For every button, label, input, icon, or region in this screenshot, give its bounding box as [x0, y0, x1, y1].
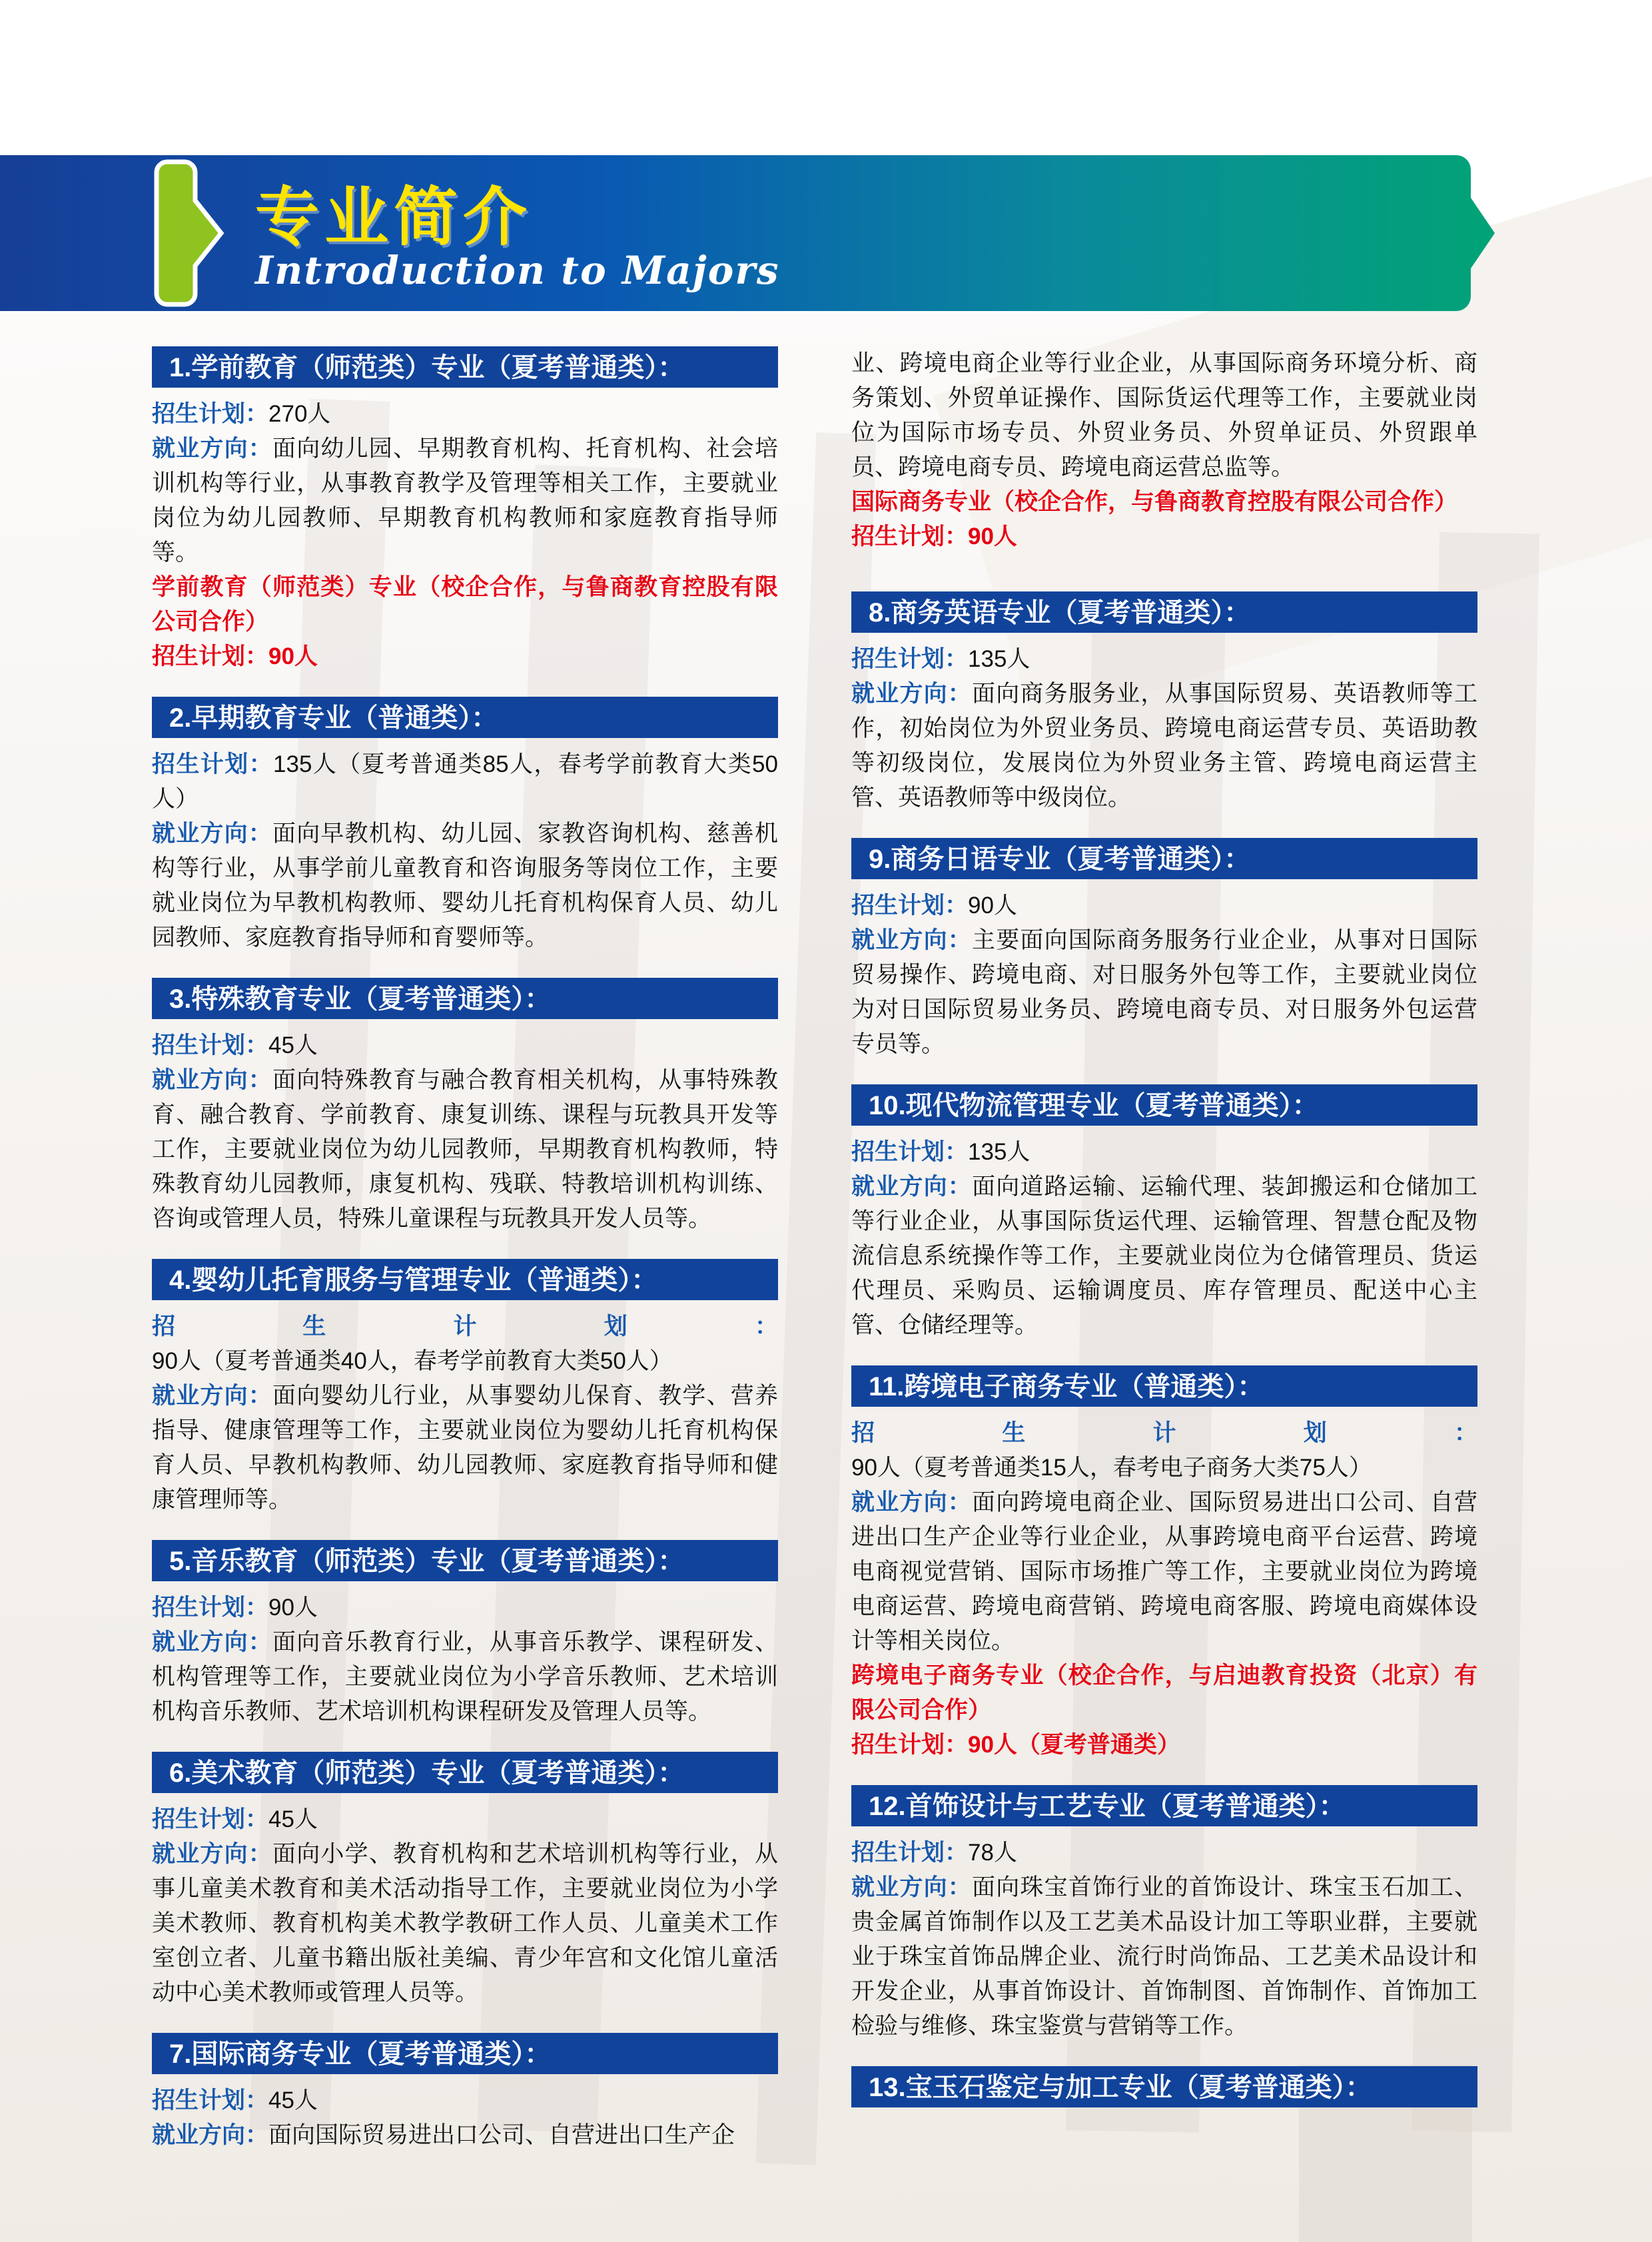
plan-label: 招生计划：: [152, 1032, 269, 1058]
section-header: 4.婴幼儿托育服务与管理专业（普通类）：: [152, 1259, 778, 1300]
plan-value: 45人: [268, 2087, 318, 2113]
continuation-text: 业、跨境电商企业等行业企业，从事国际商务环境分析、商务策划、外贸单证操作、国际货运代理等工作，主要就业岗位为国际市场专员、外贸业务员、外贸单证员、外贸跟单员、跨境电商专员、跨境电商运营总监等。: [851, 350, 1477, 480]
direction-text: 面向跨境电商企业、国际贸易进出口公司、自营进出口生产企业等行业企业，从事跨境电商平台运营、跨境电商视觉营销、国际市场推广等工作，主要就业岗位为跨境电商运营、跨境电商营销、跨境电商客服、跨境电商媒体设计等相关岗位。: [851, 1489, 1477, 1654]
section-header: 1.学前教育（师范类）专业（夏考普通类）：: [152, 346, 778, 388]
plan-row: [152, 1802, 778, 1837]
section-header: 7.国际商务专业（夏考普通类）：: [152, 2033, 778, 2074]
coop-note: 招生计划：90人: [152, 643, 318, 669]
plan-row: [152, 1591, 778, 1625]
coop-note: 招生计划：90人: [851, 524, 1017, 550]
direction-text: 主要面向国际商务服务行业企业，从事对日国际贸易操作、跨境电商、对日服务外包等工作，主要就业岗位为对日国际贸易业务员、跨境电商专员、对日服务外包运营专员等。: [851, 927, 1477, 1057]
direction-text: 面向珠宝首饰行业的首饰设计、珠宝玉石加工、贵金属首饰制作以及工艺美术品设计加工等职业群，主要就业于珠宝首饰品牌企业、流行时尚饰品、工艺美术品设计和开发企业，从事首饰设计、首饰制图、首饰制作、首饰加工检验与维修、珠宝鉴赏与营销等工作。: [851, 1874, 1477, 2039]
direction-text: 面向小学、教育机构和艺术培训机构等行业，从事儿童美术教育和美术活动指导工作，主要就业岗位为小学美术教师、教育机构美术教学教研工作人员、儿童美术工作室创立者、儿童书籍出版社美编、青少年宫和文化馆儿童活动中心美术教师或管理人员等。: [152, 1841, 778, 2006]
plan-label: 招生计划：: [152, 1595, 269, 1621]
direction-label: 就业方向：: [152, 1067, 272, 1093]
major-section: [851, 591, 1477, 815]
direction-text: 面向早教机构、幼儿园、家教咨询机构、慈善机构等行业，从事学前儿童教育和咨询服务等岗位工作，主要就业岗位为早教机构教师、婴幼儿托育机构保育人员、幼儿园教师、家庭教育指导师和育婴师等。: [152, 821, 778, 950]
plan-label: 招生计划：: [851, 1139, 969, 1165]
section-header: 9.商务日语专业（夏考普通类）：: [851, 838, 1477, 879]
major-section: [152, 1540, 778, 1729]
section-header: 8.商务英语专业（夏考普通类）：: [851, 591, 1477, 633]
direction-text: 面向商务服务业，从事国际贸易、英语教师等工作，初始岗位为外贸业务员、跨境电商运营专员、英语助教等初级岗位，发展岗位为外贸业务主管、跨境电商运营主管、英语教师等中级岗位。: [851, 681, 1477, 811]
major-section: [851, 1785, 1477, 2044]
plan-label: 招生计划：: [152, 1313, 778, 1339]
plan-label: 招生计划：: [152, 751, 274, 777]
plan-value: 45人: [268, 1806, 318, 1832]
section-header: 13.宝玉石鉴定与加工专业（夏考普通类）：: [851, 2066, 1477, 2107]
direction-text: 面向婴幼儿行业，从事婴幼儿保育、教学、营养指导、健康管理等工作，主要就业岗位为婴幼儿托育机构保育人员、早教机构教师、幼儿园教师、家庭教育指导师和健康管理师等。: [152, 1383, 778, 1513]
coop-notes: [851, 1659, 1477, 1762]
major-section: [851, 1365, 1477, 1762]
direction-row: [152, 1837, 778, 2010]
plan-label: 招生计划：: [851, 1840, 969, 1866]
direction-text: 面向特殊教育与融合教育相关机构，从事特殊教育、融合教育、学前教育、康复训练、课程与玩教具开发等工作，主要就业岗位为幼儿园教师，早期教育机构教师，特殊教育幼儿园教师，康复机构、残联、特教培训机构训练、咨询或管理人员，特殊儿童课程与玩教具开发人员等。: [152, 1067, 778, 1232]
direction-label: 就业方向：: [851, 681, 972, 707]
plan-label: 招生计划：: [152, 1806, 269, 1832]
plan-row: [851, 642, 1477, 677]
plan-row: [152, 747, 778, 817]
plan-label: 招生计划：: [152, 401, 269, 427]
plan-value: 135人: [968, 1139, 1031, 1165]
direction-text: 面向道路运输、运输代理、装卸搬运和仓储加工等行业企业，从事国际货运代理、运输管理、智慧仓配及物流信息系统操作等工作，主要就业岗位为仓储管理员、货运代理员、采购员、运输调度员、库存管理员、配送中心主管、仓储经理等。: [851, 1174, 1477, 1338]
plan-row: [851, 889, 1477, 923]
right-column: [851, 346, 1477, 2130]
plan-row: [851, 1836, 1477, 1870]
major-section: [152, 346, 778, 674]
direction-label: 就业方向：: [152, 1629, 272, 1655]
section-header: 10.现代物流管理专业（夏考普通类）：: [851, 1084, 1477, 1126]
major-section: [152, 978, 778, 1236]
plan-row: [152, 1028, 778, 1063]
continuation-block: [851, 346, 1477, 554]
plan-value: 78人: [968, 1840, 1017, 1866]
direction-label: 就业方向：: [851, 1874, 972, 1900]
major-section: [152, 2033, 778, 2153]
plan-value: 90人（夏考普通类40人，春考学前教育大类50人）: [152, 1348, 673, 1374]
direction-label: 就业方向：: [851, 1174, 972, 1200]
coop-notes: [851, 485, 1477, 554]
coop-note: 国际商务专业（校企合作，与鲁商教育控股有限公司合作）: [851, 489, 1458, 515]
major-section: [851, 2066, 1477, 2107]
coop-note: 学前教育（师范类）专业（校企合作，与鲁商教育控股有限公司合作）: [152, 574, 778, 635]
major-section: [851, 1084, 1477, 1343]
plan-value: 90人: [968, 893, 1017, 919]
direction-label: 就业方向：: [851, 1489, 972, 1515]
plan-value: 135人: [968, 646, 1031, 672]
plan-value: 270人: [268, 401, 331, 427]
plan-row: [851, 1135, 1477, 1170]
coop-note: 跨境电子商务专业（校企合作，与启迪教育投资（北京）有限公司合作）: [851, 1663, 1477, 1723]
direction-text: 面向国际贸易进出口公司、自营进出口生产企: [268, 2122, 735, 2148]
major-section: [851, 838, 1477, 1062]
section-header: 3.特殊教育专业（夏考普通类）：: [152, 978, 778, 1019]
major-section: [152, 1259, 778, 1517]
page-subtitle: Introduction to Majors: [255, 248, 780, 293]
direction-row: [152, 1063, 778, 1236]
plan-value: 135人（夏考普通类85人，春考学前教育大类50人）: [152, 751, 778, 812]
direction-row: [152, 2118, 778, 2153]
major-section: [152, 697, 778, 955]
direction-row: [152, 817, 778, 955]
direction-row: [851, 1170, 1477, 1343]
direction-label: 就业方向：: [152, 2122, 269, 2148]
plan-label: 招生计划：: [152, 2087, 269, 2113]
direction-label: 就业方向：: [152, 1841, 272, 1867]
plan-label: 招生计划：: [851, 646, 969, 672]
direction-text: 面向幼儿园、早期教育机构、托育机构、社会培训机构等行业，从事教育教学及管理等相关工作，主要就业岗位为幼儿园教师、早期教育机构教师和家庭教育指导师等。: [152, 436, 778, 565]
direction-label: 就业方向：: [152, 436, 272, 462]
page-title: 专业简介: [255, 182, 532, 253]
direction-label: 就业方向：: [152, 1383, 272, 1409]
direction-row: [152, 1625, 778, 1729]
plan-row: [851, 1416, 1477, 1485]
direction-row: [851, 1485, 1477, 1659]
plan-row: [152, 1309, 778, 1379]
coop-note: 招生计划：90人（夏考普通类）: [851, 1732, 1180, 1758]
section-header: 12.首饰设计与工艺专业（夏考普通类）：: [851, 1785, 1477, 1826]
direction-row: [851, 1870, 1477, 2044]
direction-label: 就业方向：: [851, 927, 972, 953]
direction-text: 面向音乐教育行业，从事音乐教学、课程研发、机构管理等工作，主要就业岗位为小学音乐教师、艺术培训机构音乐教师、艺术培训机构课程研发及管理人员等。: [152, 1629, 778, 1724]
section-header: 5.音乐教育（师范类）专业（夏考普通类）：: [152, 1540, 778, 1581]
direction-label: 就业方向：: [152, 821, 272, 847]
plan-row: [152, 2083, 778, 2118]
direction-row: [851, 677, 1477, 815]
direction-row: [152, 1379, 778, 1517]
plan-value: 45人: [268, 1032, 318, 1058]
plan-label: 招生计划：: [851, 1420, 1477, 1446]
major-section: [152, 1752, 778, 2010]
section-header: 11.跨境电子商务专业（普通类）：: [851, 1365, 1477, 1407]
plan-row: [152, 397, 778, 432]
plan-value: 90人: [268, 1595, 318, 1621]
section-header: 2.早期教育专业（普通类）：: [152, 697, 778, 738]
section-header: 6.美术教育（师范类）专业（夏考普通类）：: [152, 1752, 778, 1793]
plan-value: 90人（夏考普通类15人，春考电子商务大类75人）: [851, 1455, 1372, 1481]
plan-label: 招生计划：: [851, 893, 969, 919]
coop-notes: [152, 570, 778, 674]
direction-row: [851, 923, 1477, 1062]
direction-row: [152, 432, 778, 570]
left-column: [152, 346, 778, 2175]
